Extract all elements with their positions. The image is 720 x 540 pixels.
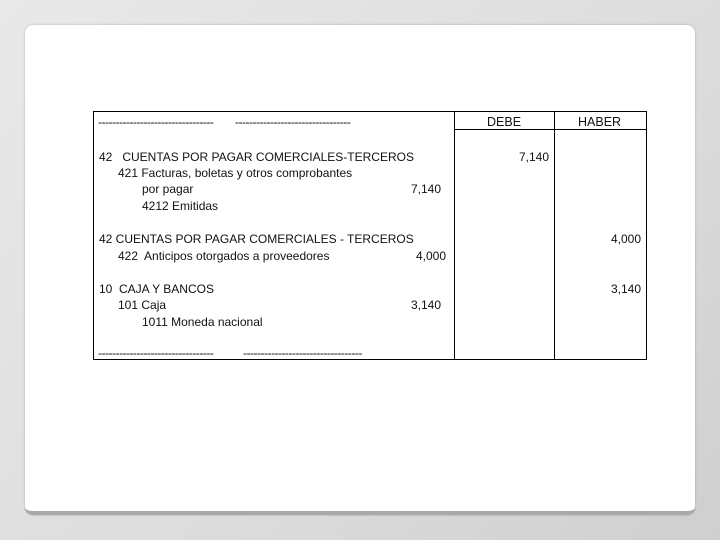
entry1-subaccount-421: 421 Facturas, boletas y otros comprobantes: [118, 166, 353, 180]
column-divider-debe: [454, 112, 455, 359]
entry1-debe-amount: 7,140: [519, 150, 550, 164]
entry1-subaccount-421-cont: por pagar: [142, 182, 194, 196]
entry3-subaccount-101: 101 Caja: [118, 298, 167, 312]
entry2-account: 42 CUENTAS POR PAGAR COMERCIALES - TERCEROS: [99, 232, 414, 246]
entry2-amount: 4,000: [416, 249, 447, 263]
entry3-subaccount-1011: 1011 Moneda nacional: [142, 315, 263, 329]
debe-header: DEBE: [487, 115, 522, 129]
footer-dashes-left: ---------------------------------: [98, 346, 214, 360]
haber-header: HABER: [578, 115, 622, 129]
header-underline: [454, 129, 646, 130]
entry1-account: 42 CUENTAS POR PAGAR COMERCIALES-TERCEROS: [99, 150, 414, 164]
column-divider-haber: [554, 112, 555, 359]
entry3-amount: 3,140: [411, 298, 442, 312]
entry3-haber-amount: 3,140: [611, 282, 642, 296]
footer-dashes-right: ----------------------------------: [243, 346, 362, 360]
header-dashes-left: ---------------------------------: [98, 115, 214, 129]
entry2-subaccount-422: 422 Anticipos otorgados a proveedores: [118, 249, 330, 263]
entry1-amount: 7,140: [411, 182, 442, 196]
journal-entry-table: [93, 111, 647, 360]
header-dashes-right: ---------------------------------: [235, 115, 351, 129]
entry1-subaccount-4212: 4212 Emitidas: [142, 199, 219, 213]
entry3-account: 10 CAJA Y BANCOS: [99, 282, 214, 296]
entry2-haber-amount: 4,000: [611, 232, 642, 246]
